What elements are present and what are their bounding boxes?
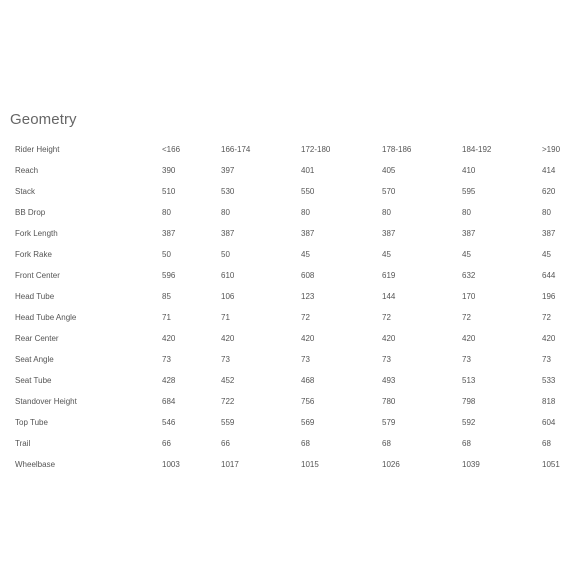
table-cell: 123 — [301, 292, 315, 301]
table-cell: 72 — [301, 313, 310, 322]
table-cell: 73 — [221, 355, 230, 364]
table-cell: 798 — [462, 397, 476, 406]
table-cell: 73 — [162, 355, 171, 364]
table-row — [0, 181, 580, 202]
row-label: Wheelbase — [15, 460, 56, 469]
table-cell: 644 — [542, 271, 556, 280]
table-cell: 72 — [542, 313, 551, 322]
table-cell: 410 — [462, 166, 476, 175]
table-row — [0, 454, 580, 475]
table-cell: 73 — [301, 355, 310, 364]
header-label: Rider Height — [15, 145, 60, 154]
table-cell: 620 — [542, 187, 556, 196]
table-cell: 780 — [382, 397, 396, 406]
table-cell: 387 — [462, 229, 476, 238]
table-cell: 68 — [542, 439, 551, 448]
table-cell: 684 — [162, 397, 176, 406]
table-row — [0, 328, 580, 349]
table-cell: 722 — [221, 397, 235, 406]
table-cell: 1015 — [301, 460, 319, 469]
table-cell: 387 — [542, 229, 556, 238]
row-label: Trail — [15, 439, 31, 448]
table-cell: 510 — [162, 187, 176, 196]
table-cell: 596 — [162, 271, 176, 280]
table-cell: 80 — [382, 208, 391, 217]
table-cell: 85 — [162, 292, 171, 301]
table-cell: 144 — [382, 292, 396, 301]
table-cell: 45 — [542, 250, 551, 259]
table-cell: 468 — [301, 376, 315, 385]
row-label: Head Tube Angle — [15, 313, 77, 322]
table-cell: 50 — [221, 250, 230, 259]
table-cell: 387 — [382, 229, 396, 238]
table-cell: 550 — [301, 187, 315, 196]
table-cell: 401 — [301, 166, 315, 175]
table-cell: 818 — [542, 397, 556, 406]
table-cell: 45 — [301, 250, 310, 259]
table-cell: 45 — [382, 250, 391, 259]
table-cell: 80 — [301, 208, 310, 217]
table-cell: 68 — [301, 439, 310, 448]
table-cell: 513 — [462, 376, 476, 385]
table-row — [0, 349, 580, 370]
row-label: Reach — [15, 166, 39, 175]
table-cell: 72 — [382, 313, 391, 322]
table-row — [0, 265, 580, 286]
header-size: <166 — [162, 145, 181, 154]
table-cell: 71 — [162, 313, 171, 322]
header-size: 178-186 — [382, 145, 412, 154]
table-cell: 546 — [162, 418, 176, 427]
row-label: Fork Length — [15, 229, 58, 238]
table-cell: 68 — [382, 439, 391, 448]
table-cell: 619 — [382, 271, 396, 280]
table-cell: 595 — [462, 187, 476, 196]
table-row — [0, 307, 580, 328]
section-title: Geometry — [10, 111, 77, 128]
row-label: Seat Angle — [15, 355, 54, 364]
table-cell: 420 — [462, 334, 476, 343]
table-cell: 80 — [162, 208, 171, 217]
table-cell: 756 — [301, 397, 315, 406]
table-header-row — [0, 139, 580, 160]
table-cell: 610 — [221, 271, 235, 280]
header-size: 172-180 — [301, 145, 331, 154]
table-row — [0, 433, 580, 454]
row-label: Fork Rake — [15, 250, 52, 259]
table-cell: 80 — [462, 208, 471, 217]
table-cell: 387 — [301, 229, 315, 238]
row-label: Head Tube — [15, 292, 55, 301]
table-row — [0, 202, 580, 223]
table-cell: 608 — [301, 271, 315, 280]
table-cell: 428 — [162, 376, 176, 385]
table-cell: 530 — [221, 187, 235, 196]
table-cell: 414 — [542, 166, 556, 175]
table-row — [0, 286, 580, 307]
table-cell: 1039 — [462, 460, 480, 469]
table-cell: 1051 — [542, 460, 560, 469]
row-label: Standover Height — [15, 397, 77, 406]
table-cell: 493 — [382, 376, 396, 385]
table-row — [0, 223, 580, 244]
table-cell: 632 — [462, 271, 476, 280]
table-cell: 1026 — [382, 460, 400, 469]
header-size: 166-174 — [221, 145, 251, 154]
table-cell: 420 — [542, 334, 556, 343]
table-cell: 405 — [382, 166, 396, 175]
row-label: Rear Center — [15, 334, 59, 343]
row-label: BB Drop — [15, 208, 46, 217]
table-cell: 170 — [462, 292, 476, 301]
table-row — [0, 160, 580, 181]
table-cell: 66 — [221, 439, 230, 448]
table-row — [0, 412, 580, 433]
table-cell: 73 — [462, 355, 471, 364]
table-cell: 45 — [462, 250, 471, 259]
table-cell: 72 — [462, 313, 471, 322]
table-cell: 452 — [221, 376, 235, 385]
table-cell: 196 — [542, 292, 556, 301]
table-cell: 420 — [221, 334, 235, 343]
header-size: >190 — [542, 145, 561, 154]
table-cell: 579 — [382, 418, 396, 427]
table-cell: 71 — [221, 313, 230, 322]
header-size: 184-192 — [462, 145, 492, 154]
table-row — [0, 244, 580, 265]
table-row — [0, 391, 580, 412]
table-cell: 533 — [542, 376, 556, 385]
table-cell: 397 — [221, 166, 235, 175]
table-cell: 387 — [221, 229, 235, 238]
table-cell: 68 — [462, 439, 471, 448]
geometry-table — [0, 139, 580, 475]
table-cell: 73 — [542, 355, 551, 364]
table-cell: 50 — [162, 250, 171, 259]
table-cell: 569 — [301, 418, 315, 427]
table-cell: 106 — [221, 292, 235, 301]
table-cell: 1017 — [221, 460, 239, 469]
table-cell: 592 — [462, 418, 476, 427]
row-label: Seat Tube — [15, 376, 52, 385]
table-cell: 387 — [162, 229, 176, 238]
table-cell: 604 — [542, 418, 556, 427]
table-cell: 66 — [162, 439, 171, 448]
row-label: Stack — [15, 187, 36, 196]
table-cell: 420 — [382, 334, 396, 343]
table-cell: 1003 — [162, 460, 180, 469]
table-cell: 73 — [382, 355, 391, 364]
table-cell: 80 — [542, 208, 551, 217]
table-cell: 559 — [221, 418, 235, 427]
table-cell: 80 — [221, 208, 230, 217]
table-cell: 570 — [382, 187, 396, 196]
table-row — [0, 370, 580, 391]
table-cell: 390 — [162, 166, 176, 175]
table-cell: 420 — [162, 334, 176, 343]
row-label: Front Center — [15, 271, 60, 280]
table-cell: 420 — [301, 334, 315, 343]
row-label: Top Tube — [15, 418, 48, 427]
